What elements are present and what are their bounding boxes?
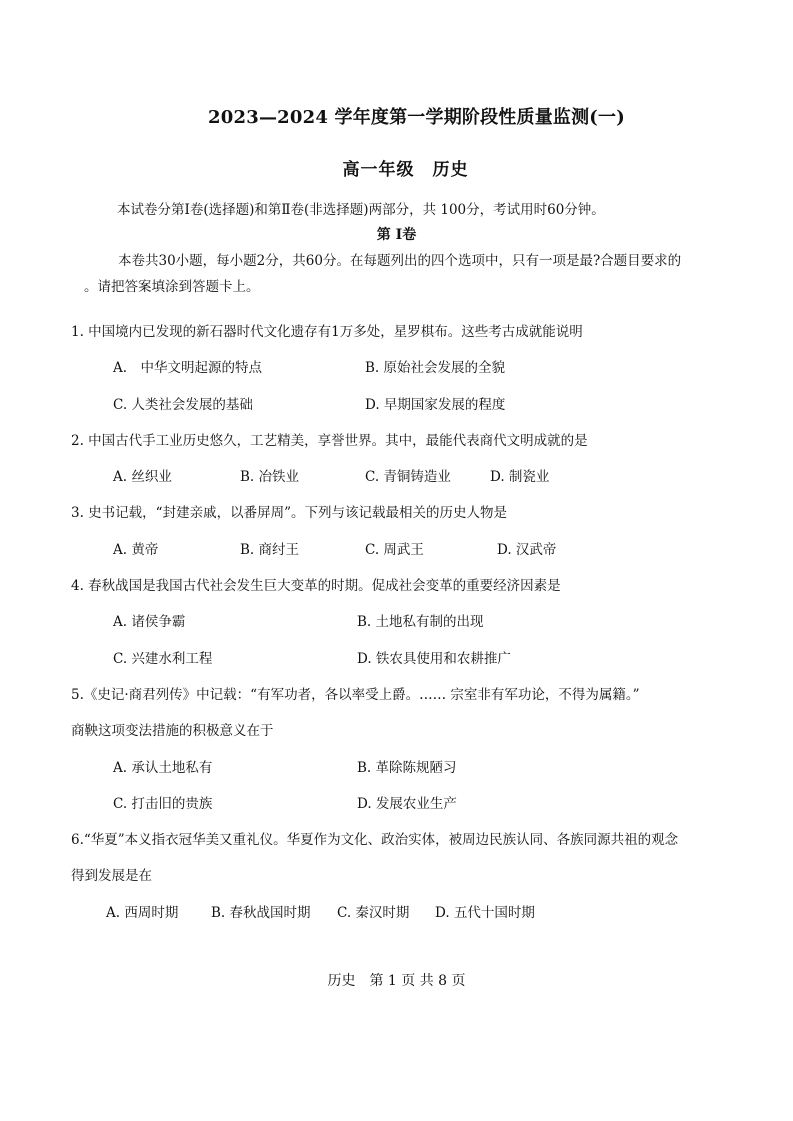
section-title: 第 Ⅰ卷 xyxy=(376,227,417,243)
question-3-stem: 3. 史书记载，“封建亲戚，以番屏周”。下列与该记载最相关的历史人物是 xyxy=(71,505,507,521)
question-5-stem: 5.《史记·商君列传》中记载：“有军功者，各以率受上爵。…… 宗室非有军功论，不得为属籍。” xyxy=(71,687,640,703)
question-2-option-a: A. 丝织业 xyxy=(113,469,172,485)
question-6-option-b: B. 春秋战国时期 xyxy=(211,905,311,921)
question-6-option-d: D. 五代十国时期 xyxy=(435,905,535,921)
exam-intro: 本试卷分第Ⅰ卷(选择题)和第Ⅱ卷(非选择题)两部分，共 100分，考试用时60分钟。 xyxy=(117,202,605,218)
question-4-option-b: B. 土地私有制的出现 xyxy=(357,614,484,630)
section-description-line2: 。请把答案填涂到答题卡上。 xyxy=(84,279,260,295)
question-6-option-a: A. 西周时期 xyxy=(106,905,179,921)
question-1-option-c: C. 人类社会发展的基础 xyxy=(113,397,253,413)
question-3-option-a: A. 黄帝 xyxy=(113,542,159,558)
question-1-option-b: B. 原始社会发展的全貌 xyxy=(365,360,506,376)
question-1-option-a: A. 中华文明起源的特点 xyxy=(113,360,263,376)
question-2-option-c: C. 青铜铸造业 xyxy=(365,469,451,485)
question-5-option-a: A. 承认土地私有 xyxy=(113,760,213,776)
question-3-option-d: D. 汉武帝 xyxy=(497,542,557,558)
page-footer: 历史 第 1 页 共 8 页 xyxy=(327,973,466,989)
question-5-option-d: D. 发展农业生产 xyxy=(357,796,457,812)
question-3-option-c: C. 周武王 xyxy=(365,542,424,558)
question-4-option-c: C. 兴建水利工程 xyxy=(113,651,213,667)
question-2-option-d: D. 制瓷业 xyxy=(490,469,550,485)
exam-title: 2023—2024 学年度第一学期阶段性质量监测(一) xyxy=(208,107,625,128)
question-4-stem: 4. 春秋战国是我国古代社会发生巨大变革的时期。促成社会变革的重要经济因素是 xyxy=(71,578,561,594)
question-6-stem: 6.“华夏”本义指衣冠华美又重礼仪。华夏作为文化、政治实体，被周边民族认同、各族同源共祖的观念 xyxy=(71,832,679,848)
question-1-stem: 1. 中国境内已发现的新石器时代文化遗存有1万多处，星罗棋布。这些考古成就能说明 xyxy=(71,324,583,340)
question-5-option-b: B. 革除陈规陋习 xyxy=(357,760,457,776)
question-6-stem-continued: 得到发展是在 xyxy=(71,868,152,884)
exam-subtitle: 高一年级 历史 xyxy=(342,160,469,180)
section-description-line1: 本卷共30小题，每小题2分，共60分。在每题列出的四个选项中，只有一项是最?合题目要求的 xyxy=(118,253,682,269)
question-4-option-d: D. 铁农具使用和农耕推广 xyxy=(357,651,511,667)
question-2-option-b: B. 冶铁业 xyxy=(240,469,300,485)
question-4-option-a: A. 诸侯争霸 xyxy=(113,614,186,630)
question-3-option-b: B. 商纣王 xyxy=(240,542,300,558)
question-1-option-d: D. 早期国家发展的程度 xyxy=(365,397,506,413)
question-2-stem: 2. 中国古代手工业历史悠久，工艺精美，享誉世界。其中，最能代表商代文明成就的是 xyxy=(71,433,588,449)
question-5-stem-continued: 商鞅这项变法措施的积极意义在于 xyxy=(71,723,274,739)
question-6-option-c: C. 秦汉时期 xyxy=(337,905,410,921)
question-5-option-c: C. 打击旧的贵族 xyxy=(113,796,213,812)
